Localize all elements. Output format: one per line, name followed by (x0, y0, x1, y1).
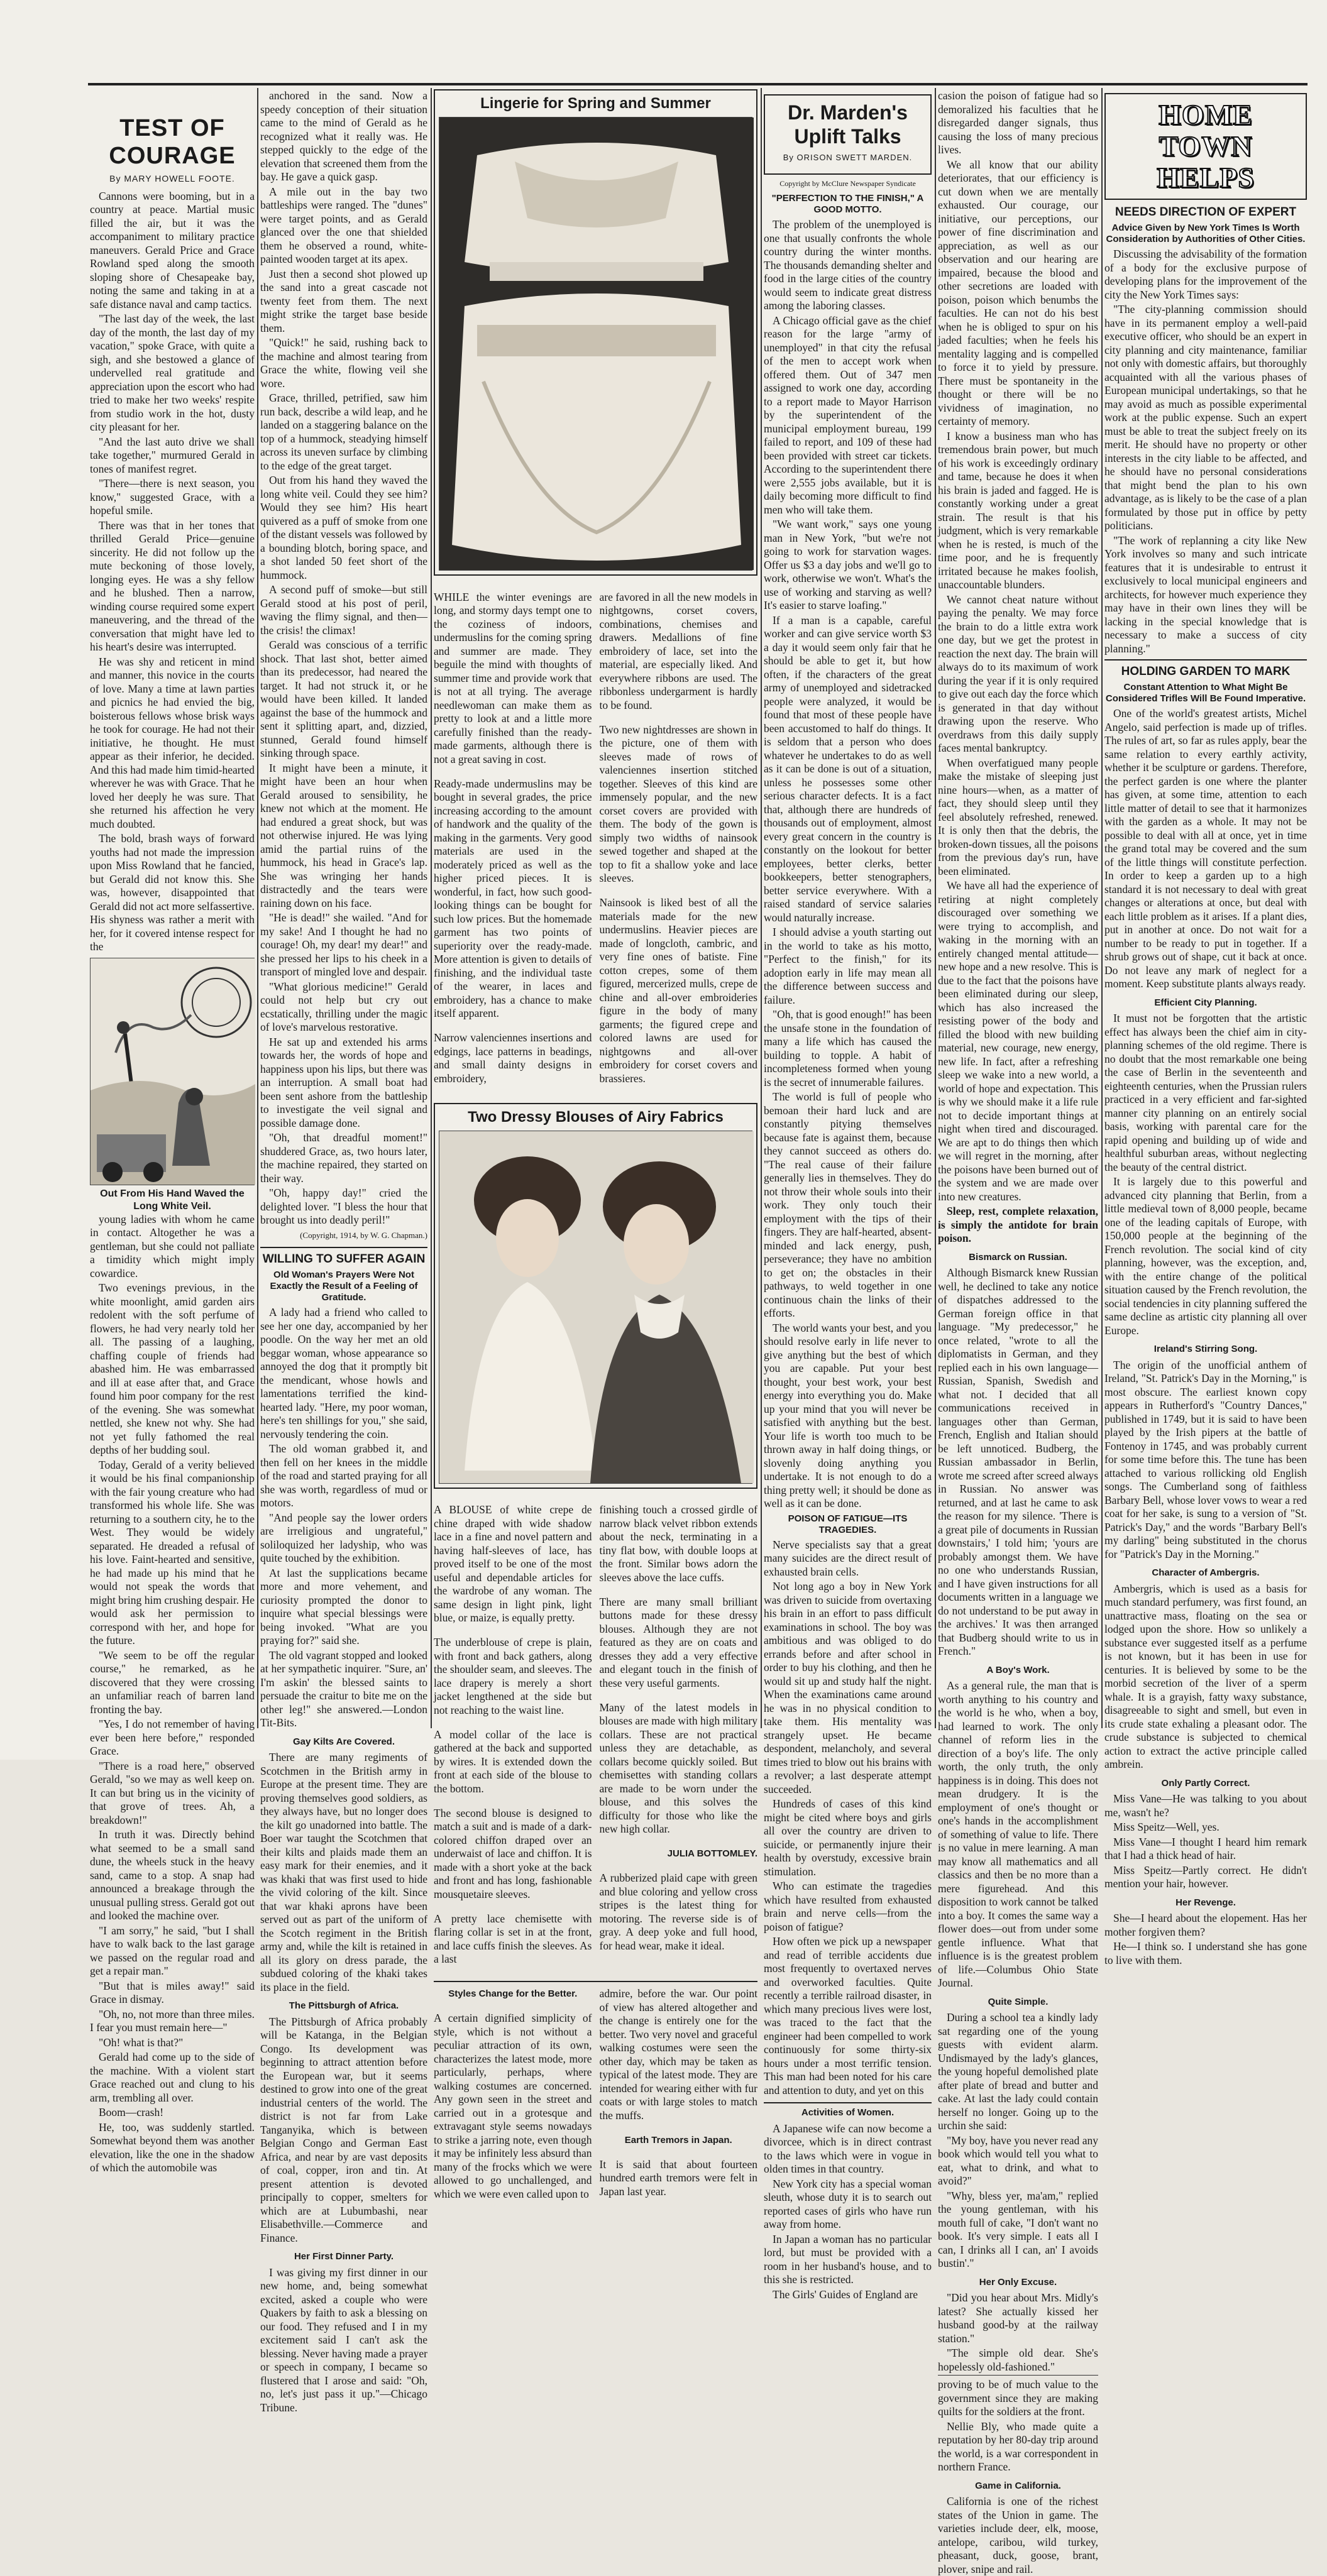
paragraph: Miss Speitz—Partly correct. He didn't mention your hair, however. (1104, 1863, 1307, 1890)
paragraph: During a school tea a kindly lady sat regarding one of the young guests with evident alarm. Undismayed by the lady's glances, the young hopeful demolished plate after plate of bread and butter and cake. At last the lady could contain herself no longer. Going up to the urchin she said: (938, 2011, 1098, 2132)
item-heading: Styles Change for the Better. (448, 1988, 578, 1999)
paragraph: At last the supplications became more and more vehement, and curiosity prompted the donor to inquire what special blessings were being invoked. "What are you praying for?" said she. (260, 1566, 427, 1647)
paragraph: Sleep, rest, complete relaxation, is simply the antidote for brain poison. (938, 1205, 1098, 1244)
text-column (434, 579, 592, 1097)
column-2 (260, 89, 427, 2414)
paragraph: A rubberized plaid cape with green and blue coloring and yellow cross stripes is the latest thing for motoring. The reverse side is of gray. A deep yoke and full hood, for head wear, make it ideal. (599, 1872, 757, 1952)
paragraph: California is one of the richest states of the Union in game. The varieties include deer, elk, moose, antelope, caribou, wild turkey, pheasant, duck, goose, brant, plover, snipe and rail. (938, 2495, 1098, 2575)
paragraph: He—I think so. I understand she has gone to live with them. (1104, 1940, 1307, 1966)
styles-block (434, 1981, 757, 2212)
column-4 (764, 89, 932, 2301)
paragraph: A Japanese wife can now become a divorcee, which is in direct contrast to the laws which were in vogue in olden times in that country. (764, 2122, 932, 2175)
paragraph: "The simple old dear. She's hopelessly old-fashioned." (938, 2347, 1098, 2373)
article-subhead: Constant Attention to What Might Be Considered Trifles Will Be Found Imperative. (1105, 682, 1306, 704)
paragraph: We cannot cheat nature without paying the penalty. We may force the brain to do a little extra work one day, but we get the protest in reaction the next day. The brain will always do to its maximum of work during the year if it is only required to give out each day the force which is generated in that day without drawing upon the reserve. Who overdraws from this daily supply faces mental bankruptcy. (938, 593, 1098, 754)
paragraph: young ladies with whom he came in contact. Altogether he was a gentleman, but she could not palliate a timidity which might imply cowardice. (90, 1212, 255, 1280)
top-rule (88, 83, 1308, 85)
paragraph: In truth it was. Directly behind what seemed to be a small sand dune, the wheels stuck in the heavy sand, came to a stop. A snap had announced a breakage through the unusual pulling stress. Gerald got out and looked the machine over. (90, 1828, 255, 1922)
paragraph: casion the poison of fatigue had so demoralized his faculties that he disregarded danger signals, thus causing the loss of many precious lives. (938, 89, 1098, 156)
paragraph: Grace, thrilled, petrified, saw him run back, describe a wild leap, and he landed on a staggering balance on the top of a hummock, steadying himself across its uneven surface by climbing to the edge of the great target. (260, 392, 427, 472)
article-subhead: Old Woman's Prayers Were Not Exactly the Result of a Feeling of Gratitude. (270, 1269, 418, 1303)
paragraph: Miss Speitz—Well, yes. (1113, 1821, 1220, 1833)
paragraph: Narrow valenciennes insertions and edgings, lace patterns in beadings, and small dainty designs in embroidery, (434, 1031, 592, 1085)
paragraph: Not long ago a boy in New York was driven to suicide from overtaxing his brain in an effort to pass difficult examinations in school. The boy was ambitious and was obliged to do errands before and after school in order to buy his clothing, and then he would sit up and study half the night. When the examinations came around he was in no physical condition to take them. His mentality was strangely upset. He became despondent, melancholy, and several times tried to blow out his brains with a revolver; a last desperate attempt succeeded. (764, 1580, 932, 1795)
column-rule (431, 88, 432, 1728)
paragraph: proving to be of much value to the government since they are making quilts for the soldiers at the front. (938, 2375, 1098, 2419)
paragraph: Ambergris, which is used as a basis for much standard perfumery, was first found, an unattractive mass, floating on the sea or lodged upon the shore. How so unlikely a substance ever suggested itself as a perfume is not known, but it has been in use for centuries. It is believed by some to be the morbid secretion of the liver of a sperm whale. It is a grayish, fatty waxy substance, disagreeable to sight and smell, but even in its crude state exhaling a pleasant odor. The crude substance is subjected to chemical action to extract the active principle called ambrein. (1104, 1582, 1307, 1770)
paragraph: "Why, bless yer, ma'am," replied the young gentleman, with his mouth full of cake, "I don't want no book. It's very simple. I eats all I can, I drinks all I can, an' I avoids bustin'." (938, 2189, 1098, 2269)
paragraph: anchored in the sand. Now a speedy conception of their situation came to the mind of Gerald as he recognized what it really was. He stepped quickly to the edge of the elevation that screened them from the bay. He gave a quick gasp. (260, 89, 427, 183)
item-heading: Ireland's Stirring Song. (1154, 1344, 1258, 1354)
text-column (434, 1982, 592, 2212)
column-3 (434, 89, 757, 2200)
paragraph: Nerve specialists say that a great many suicides are the direct result of exhausted brain cells. (764, 1538, 932, 1578)
blouses-box (434, 1103, 757, 1489)
column-byline: By ORISON SWETT MARDEN. (783, 153, 913, 162)
paragraph: Many of the latest models in blouses are made with high military collars. These are not practical unless they are detachable, as collars become quickly soiled. But chemisettes with standing collars are made to be worn under the blouse, and this solves the difficulty for those who like the new high collar. (599, 1701, 757, 1835)
item-heading: Efficient City Planning. (1154, 997, 1257, 1008)
item-heading: Bismarck on Russian. (969, 1251, 1067, 1263)
text-column (600, 1982, 758, 2212)
article-title: WILLING TO SUFFER AGAIN (260, 1247, 427, 1267)
paragraph: The world wants your best, and you should resolve early in life never to give anything but the best of which you are capable. Put your best thought, your best work, your best energy into everything you do. Make up your mind that you will never be satisfied with anything but the best. Your life is worth too much to be thrown away in half doing things, or slovenly doing anything you undertake. It is not enough to do a thing pretty well; it should be done as well as it can be done. (764, 1321, 932, 1510)
paragraph: The world is full of people who bemoan their hard luck and are constantly pitying themselves because fate is against them, because they cannot succeed as others do. "The real cause of their failure generally lies in themselves. They do not throw their whole souls into their work. They only touch their employment with the tips of their fingers. They are half-hearted, absent-minded and lack energy, push, perseverance; they have no ambition to get on; the obstacles in their pathways, to weld together in one continuous chain the links of their efforts. (764, 1090, 932, 1319)
paragraph: A BLOUSE of white crepe de chine draped with wide shadow lace in a fine and novel pattern and having half-sleeves of lace, has proved itself to be one of the most useful and dependable articles for the wardrobe of any woman. The same design in light pink, light blue, or maize, is equally pretty. (434, 1503, 592, 1624)
paragraph: The bold, brash ways of forward youths had not made the impression upon Miss Rowland that he fancied, but Gerald did not know this. She was, however, disappointed that Gerald did not act more selfassertive. His shyness was rather a merit with her, for it covered intense respect for the (90, 832, 255, 953)
paragraph: "We seem to be off the regular course," he remarked, as he discovered that they were crossing an unfamiliar reach of barren land fronting the bay. (90, 1648, 255, 1716)
paragraph: finishing touch a crossed girdle of narrow black velvet ribbon extends about the neck, terminating in a tiny flat bow, with double loops at the front. Similar bows adorn the sleeves above the lace cuffs. (599, 1503, 757, 1584)
author-signature: JULIA BOTTOMLEY. (667, 1848, 757, 1859)
paragraph: A model collar of the lace is gathered at the back and supported by wires. It is extended down the front at each side of the blouse to the bottom. (434, 1728, 592, 1795)
paragraph: I know a business man who has tremendous brain power, but much of his work is exceedingly ordinary and tame, because he does it when his brain is jaded and fagged. He is constantly working under a great strain. The result is that his judgment, which is very remarkable when he is rested, is much of the time poor, and he is frequently irritated because he makes foolish, unaccountable blunders. (938, 429, 1098, 591)
article-title: NEEDS DIRECTION OF EXPERT (1115, 206, 1297, 219)
column-rule (935, 88, 936, 1728)
item-heading: Earth Tremors in Japan. (624, 2134, 732, 2146)
paragraph: "Oh, no, not more than three miles. I fear you must remain here—" (90, 2007, 255, 2034)
item-heading: Character of Ambergris. (1152, 1567, 1260, 1578)
paragraph: "Did you hear about Mrs. Midly's latest? She actually kissed her husband good-by at the railway station." (938, 2291, 1098, 2345)
paragraph: A pretty lace chemisette with flaring collar is set in at the front, and lace cuffs finish the sleeves. As a last (434, 1912, 592, 1965)
column-rule (761, 88, 762, 1728)
paragraph: Two evenings previous, in the white moonlight, amid garden airs redolent with the soft perfume of flowers, he had very nearly told her all. The passing of a laughing, chaffing couple of friends had abashed him. He was embarrassed and ill at ease after that, and Grace found him poor company for the rest of the evening. She was somewhat nettled, she knew not why. She had not yet fully fathomed the real depths of her budding soul. (90, 1281, 255, 1456)
story-illustration (90, 958, 255, 1185)
article-subhead: POISON OF FATIGUE—ITS TRAGEDIES. (788, 1513, 908, 1535)
paragraph: "But that is miles away!" said Grace in dismay. (90, 1979, 255, 2005)
lingerie-illustration (439, 117, 752, 571)
article-title: HOLDING GARDEN TO MARK (1104, 659, 1307, 679)
lingerie-text-block (434, 579, 757, 1097)
paragraph: WHILE the winter evenings are long, and stormy days tempt one to the coziness of indoors, undermuslins for the coming spring and summer are made. They beguile the mind with thoughts of summer time and provide work that is not at all trying. The average needlewoman can make them as pretty to look at and a little more carefully finished than the ready-made garments, although there is not a great saving in cost. (434, 590, 592, 765)
item-heading: Her First Dinner Party. (294, 2251, 394, 2262)
paragraph: In Japan a woman has no particular lord, but must be provided with a room in her husband's house, and to this she is restricted. (764, 2232, 932, 2286)
paragraph: Nainsook is liked best of all the materials made for the new undermuslins. Heavier pieces are made of longcloth, cambric, and very fine ones of batiste. Fine cotton crepes, some of them figured, mercerized mulls, crepe de chine and all-over embroideries figure in the body of many garments; the figured crepe and colored lawns are used for nightgowns and all-over embroidery for corset covers and brassieres. (599, 896, 757, 1085)
column-5 (938, 89, 1098, 2575)
text-column (434, 1493, 592, 1978)
veil-signal-drawing (91, 958, 255, 1185)
paragraph: Who can estimate the tragedies which have resulted from exhausted brain and nerve cells—from the poison of fatigue? (764, 1880, 932, 1933)
column-rule (257, 88, 258, 1728)
paragraph: She—I heard about the elopement. Has her mother forgiven them? (1104, 1912, 1307, 1938)
paragraph: Discussing the advisability of the formation of a body for the exclusive purpose of developing plans for the improvement of the city the New York Times says: (1104, 248, 1307, 301)
paragraph: Nellie Bly, who made quite a reputation by her 80-day trip around the world, is a war correspondent in northern France. (938, 2420, 1098, 2473)
paragraph: I should advise a youth starting out in the world to take as his motto, "Perfect to the finish," for its adoption early in life may mean all the difference between success and failure. (764, 926, 932, 1006)
paragraph: If a man is a capable, careful worker and can give service worth $3 a day it would seem only fair that he should be able to get it, but how often, if the characters of the great army of unemployed and sidetracked people were analyzed, it would be found that most of these people have been accustomed to half do things. It is seldom that a person who does whatever he undertakes to do as well as it can be done is out of a situation, unless he possesses some other serious character defects. It is a fact that, although there are hundreds of thousands out of employment, almost every great concern in the country is constantly on the lookout for better employees, better clerks, better bookkeepers, better stenographers, better service everywhere. With a raised standard of service salaries would naturally increase. (764, 613, 932, 924)
column-rule (1101, 88, 1103, 1728)
paragraph: "Oh, that dreadful moment!" shuddered Grace, as, two hours later, the machine repaired, they started on their way. (260, 1131, 427, 1185)
paragraph: "There—there is next season, you know," suggested Grace, with a hopeful smile. (90, 477, 255, 517)
paragraph: Today, Gerald of a verity believed it would be his final companionship with the fair young creature who had transformed his whole life. She was returning to a southern city, he to the West. They would be widely separated. He dreaded a refusal of his love. Faint-hearted and sensitive, he had made up his mind that he would not speak the words that might bring him crushing despair. He would ask her permission to correspond with her, and hope for the future. (90, 1458, 255, 1647)
paragraph: He sat up and extended his arms towards her, the words of hope and happiness upon his lips, but there was an interruption. A small boat had been sent ashore from the battleship to investigate the veil signal and possible damage done. (260, 1035, 427, 1129)
story-byline: By MARY HOWELL FOOTE. (109, 173, 235, 184)
paragraph: The second blouse is designed to match a suit and is made of a dark-colored chiffon draped over an underwaist of lace and chiffon. It is made with a short yoke at the back and front and has long, fashionable mousquetaire sleeves. (434, 1806, 592, 1900)
item-heading: Her Revenge. (1176, 1897, 1236, 1908)
paragraph: It is said that about fourteen hundred earth tremors were felt in Japan last year. (599, 2157, 757, 2198)
column-6 (1104, 89, 1307, 1966)
paragraph: "Oh, that is good enough!" has been the unsafe stone in the foundation of many a life which has caused the building to topple. A habit of incompleteness formed when young is the secret of innumerable failures. (764, 1008, 932, 1088)
paragraph: "He is dead!" she wailed. "And for my sake! And I thought he had no courage! Oh, my dear! my dear!" and she pressed her lips to his cheek in a transport of mingled love and despair. (260, 911, 427, 978)
paragraph: Two new nightdresses are shown in the picture, one of them with sleeves made of rows of valenciennes insertion stitched together. Sleeves of this kind are immensely popular, and the new corset covers are provided with them. The body of the gown is simply two widths of nainsook sewed together and shaped at the top to fit a shallow yoke and lace sleeves. (599, 723, 757, 884)
paragraph: Boom—crash! (99, 2106, 164, 2118)
article-title: Two Dressy Blouses of Airy Fabrics (468, 1108, 724, 1126)
paragraph: Ready-made undermuslins may be bought in several grades, the price increasing according to the amount of handwork and the quality of the making in the garments. Very good materials are used in the moderately priced as well as the higher priced pieces. It is wonderful, in fact, how such good-looking things can be bought for such low prices. But the homemade garment has two points of superiority over the ready-made. More attention is given to details of finishing, and the individual taste of the wearer, in laces and embroidery, has a chance to make itself apparent. (434, 777, 592, 1019)
paragraph: There are many small brilliant buttons made for these dressy blouses. Although they are not featured as they are on coats and dresses they add a very effective and elegant touch in the finish of these very useful garments. (599, 1595, 757, 1689)
column-title: Dr. Marden's Uplift Talks (788, 101, 908, 148)
item-heading: A Boy's Work. (986, 1664, 1050, 1675)
paragraph: Out from his hand they waved the long white veil. Could they see him? Would they see him? His heart quivered as a puff of smoke from one of the distant vessels was followed by a bounding blotch, boring space, and a shot landed 50 feet short of the hummock. (260, 474, 427, 581)
paragraph: As a general rule, the man that is worth anything to his country and the world is he who, when a boy, had learned to work. The only channel of reform lies in the direction of a boy's life. The only worth, the only truth, the only happiness is in doing. This does not mean drudgery. It is the employment of one's thought or one's hands in the accomplishment of something of value to life. There is no value in mere learning. A man may know all mathematics and all classics and then be no more than a mere figurehead. And this disposition to work cannot be talked into a boy. It comes the same way a flower does—out from under some gentle influence. What that influence is is the greatest problem of life.—Columbus Ohio State Journal. (938, 1679, 1098, 1989)
paragraph: "I am sorry," he said, "but I shall have to walk back to the last garage we passed on the regular road and get a repair man." (90, 1924, 255, 1977)
paragraph: A certain dignified simplicity of style, which is not without a peculiar attraction of its own, characterizes the latest mode, more particularly, perhaps, where walking costumes are concerned. Any gown seen in the street and carried out in a grotesque and extravagant style seems nowadays to strike a jarring note, even though it may be infinitely less absurd than many of the frocks which we were allowed to go unchallenged, and which we were even called upon to (434, 2012, 592, 2200)
home-town-helps-logo (1104, 93, 1307, 200)
paragraph: The Girls' Guides of England are (773, 2288, 918, 2301)
item-heading: Only Partly Correct. (1161, 1777, 1250, 1789)
article-subhead: "PERFECTION TO THE FINISH," A GOOD MOTTO. (771, 193, 924, 215)
paragraph: He, too, was suddenly startled. Somewhat beyond them was another elevation, like the one in the shadow of which the automobile was (90, 2120, 255, 2174)
paragraph: It might have been a minute, it might have been an hour when Gerald aroused to sensibility, he knew not which at the moment. He had endured a great shock, but was not otherwise injured. He was lying amid the partial ruins of the hummock, his head in Grace's lap. She was wringing her hands distractedly and the tears were raining down on his face. (260, 761, 427, 909)
article-title: Lingerie for Spring and Summer (480, 95, 711, 112)
paragraph: "Quick!" he said, rushing back to the machine and almost tearing from Grace the white, flowing veil she wore. (260, 336, 427, 390)
paragraph: I was giving my first dinner in our new home, and, being somewhat excited, asked a couple who were Quakers by faith to ask a blessing on our food. They refused and I in my excitement said I can't ask the blessing. Never having made a prayer or speech in company, I became so flustered that I arose and said: "Oh, no, let's just pass it up."—Chicago Tribune. (260, 2266, 427, 2414)
paragraph: are favored in all the new models in nightgowns, corset covers, combinations, chemises and drawers. Medallions of fine embroidery of lace, set into the material, are especially liked. And everywhere ribbons are used. The ribbonless undergarment is hardly to be found. (599, 590, 757, 711)
paragraph: He was shy and reticent in mind and manner, this novice in the courts of love. Many a time at lawn parties and picnics he had envied the big, boisterous fellows whose brisk ways he took for courage. He had not their initiative, he thought. He must appear as their inferior, he decided. And this had made him timid-hearted wherever he was with Grace. That he loved her deeply he was sure. That she returned his affection he very much doubted. (90, 655, 255, 830)
blouses-text-block (434, 1493, 757, 1978)
item-heading: Game in California. (975, 2480, 1061, 2491)
column-1 (90, 89, 255, 2174)
paragraph: Just then a second shot plowed up the sand into a great cascade not twenty feet from them. The next might strike the target base beside them. (260, 267, 427, 334)
paragraph: The underblouse of crepe is plain, with front and back gathers, along the shoulder seam, and sleeves. The lace drapery is merely a short jacket lengthened at the side but not reaching to the waist line. (434, 1636, 592, 1716)
paragraph: "There is a road here," observed Gerald, "so we may as well keep on. It can but bring us in the vicinity of that grove of trees. Ah, a breakdown!" (90, 1759, 255, 1826)
paragraph: Cannons were booming, but in a country at peace. Martial music filled the air, but it was the accompaniment to military practice maneuvers. Gerald Price and Grace Rowland sped along the smooth sloping shore of Chesapeake bay, noting the same and taking in at a safe distance naval and camp tactics. (90, 189, 255, 310)
paragraph: Miss Vane—He was talking to you about me, wasn't he? (1104, 1792, 1307, 1819)
paragraph: "The work of replanning a city like New York involves so many and such intricate features that it is undesirable to entrust it exclusively to local municipal engineers and architects, for however much experience they may have in their own lines they will be lacking in the special knowledge that is necessary to make a success of city planning." (1104, 534, 1307, 655)
copyright-credit: (Copyright, 1914, by W. G. Chapman.) (300, 1230, 427, 1240)
paragraph: New York city has a special woman sleuth, whose duty it is to search out reported cases of girls who have run away from home. (764, 2177, 932, 2230)
paragraph: "Oh! what is that?" (99, 2036, 184, 2049)
paragraph: We all know that our ability deteriorates, that our efficiency is cut down when we are mentally exhausted. Our courage, our initiative, our perceptions, our power of fine discrimination and appreciation, as well as our observation and our hearing are impaired, because the blood and other secretions are loaded with poison, poison which benumbs the faculties. He can not do his best when he is obliged to spur on his jaded faculties; when he feels his mentality lagging and is compelled to force it to yield by pressure. There must be spontaneity in the thought or there will be no vividness of imagination, no certainty of memory. (938, 158, 1098, 427)
paragraph: "The last day of the week, the last day of the month, the last day of my vacation," spoke Grace, with quite a sigh, and she bestowed a glance of undervelled real gratitude and appreciation upon the escort who had tried to make her two weeks' respite from studio work in the hot, dusty city pleasant for her. (90, 312, 255, 433)
paragraph: There was that in her tones that thrilled Gerald Price—genuine sincerity. He did not follow up the mute beckoning of those lovely, longing eyes. He was a shy fellow and he blushed. Then a narrow, winding course required some expert maneuvering, and the thread of the conversation that might have led to his heart's desire was interrupted. (90, 518, 255, 653)
paragraph: Gerald was conscious of a terrific shock. That last shot, better aimed than its predecessor, had neared the target. It had not struck it, or he would have been killed. It landed against the base of the hummock and sent it splitting apart, and, dizzied, stunned, Gerald found himself sinking through space. (260, 639, 427, 759)
paragraph: "Yes, I do not remember of having ever been here before," responded Grace. (90, 1718, 255, 1757)
paragraph: A mile out in the bay two battleships were ranged. The "dunes" were target points, and as Gerald glanced over the one that shielded them he observed a round, white-painted wooden target at its apex. (260, 185, 427, 265)
paragraph: Miss Vane—I thought I heard him remark that I had a thick head of hair. (1104, 1835, 1307, 1861)
item-heading: Activities of Women. (764, 2102, 932, 2120)
item-heading: Gay Kilts Are Covered. (292, 1736, 395, 1747)
lingerie-box (434, 89, 757, 576)
paragraph: Although Bismarck knew Russian well, he declined to take any notice of dispatches addressed to the German foreign office in that language. "My predecessor," he once related, "wrote to all the diplomatists in German, and they replied each in his own language—Russian, Spanish, Swedish and what not. I decided that all communications received in languages other than German, French, English and Italian should be left unnoticed. Budberg, the Russian ambassador in Berlin, wrote me screed after screed always in Russian. No answer was returned, and at last he came to ask the reason for my silence. 'There is a great pile of documents in Russian downstairs,' I told him; 'yours are probably amongst them. We have no one who understands Russian, and I have given instructions for all documents written in a language we do not understand to be put away in the archives.' It was then arranged that Budberg should write to us in French." (938, 1266, 1098, 1657)
marden-header-box (764, 94, 932, 175)
paragraph: It must not be forgotten that the artistic effect has always been the chief aim in city-planning schemes of the old regime. There is no doubt that the most remarkable one being the case of Berlin in the seventeenth and eighteenth centuries, when the Prussian rulers practiced in a very efficient and far-sighted manner city planning on an entirely social basis, working with parental care for the rapid opening and building up of wide and healthful suburban areas, without neglecting the beauty of the central district. (1104, 1012, 1307, 1173)
paragraph: It is largely due to this powerful and advanced city planning that Berlin, from a little medieval town of 8,000 people, became one of the leading capitals of Europe, with 150,000 people at the beginning of the French revolution. The social kind of city planning, however, was the exception, and, with the entire change of the political situation caused by the French revolution, the social tendencies in city planning suffered the same decline as artistic city planning all over Europe. (1104, 1175, 1307, 1337)
illustration-caption: Out From His Hand Waved the Long White Veil. (100, 1188, 245, 1212)
paragraph: We have all had the experience of retiring at night completely discouraged over something we were trying to accomplish, and waking in the morning with an entirely changed mental attitude—new hope and a new resolve. This is due to the fact that the poisons have been eliminated during our sleep, which has also increased the resisting power of the body and filled the blood with new building material, new courage, new energy, new life. In fact, after a refreshing sleep we wake into a new world, a world of hope and expectation. This is why we should make it a life rule not to decide important things at night when tired and discouraged. We are apt to do things then which we will regret in the morning, after the poisons have been burned out of the system and we are made over into new creatures. (938, 879, 1098, 1203)
blouses-drawing (439, 1131, 754, 1483)
paragraph: When overfatigued many people make the mistake of sleeping just nine hours—when, as a matter of fact, they should sleep until they feel absolutely refreshed, renewed. It is only then that the debris, the broken-down tissues, all the poisons from the previous day's run, have been eliminated. (938, 756, 1098, 877)
paragraph: Hundreds of cases of this kind might be cited where boys and girls all over the country are driven to suicide, or permanently injure their health by overstudy, excessive brain stimulation. (764, 1797, 932, 1878)
paragraph: "My boy, have you never read any book which would tell you what to eat, what to drink, and what to avoid?" (938, 2134, 1098, 2187)
story-title: TEST OF COURAGE (109, 115, 236, 169)
blouses-illustration (439, 1131, 752, 1484)
paragraph: "We want work," says one young man in New York, "but we're not going to work for starvation wages. Offer us $3 a day jobs and we'll go to work, otherwise we won't. What's the use of working and starving as well? It's easier to starve loafing." (764, 518, 932, 611)
paragraph: The origin of the unofficial anthem of Ireland, "St. Patrick's Day in the Morning," is most obscure. The earliest known copy appears in Rutherford's "Country Dances," published in 1749, but it is said to have been played by the Irish pipers at the battle of Fontenoy in 1745, and was probably current for some time before this. The tune has been attached to various rollicking old English songs. The Cumberland song of faithless Barbary Bell, whose lover vows to wear a red coat for her sake, is sung to a version of "St. Patrick's Day," and the words "Barbary Bell's my darling" being substituted in the chorus for "Patrick's Day in the Morning." (1104, 1358, 1307, 1560)
text-column (600, 579, 758, 1097)
paragraph: The old woman grabbed it, and then fell on her knees in the middle of the road and started praying for all she was worth, regardless of mud or motors. (260, 1442, 427, 1509)
paragraph: "Oh, happy day!" cried the delighted lover. "I bless the hour that brought us into deadly peril!" (260, 1187, 427, 1226)
paragraph: "And people say the lower orders are irreligious and ungrateful," soliloquized her ladyship, who was quite touched by the exhibition. (260, 1511, 427, 1564)
copyright-notice: Copyright by McClure Newspaper Syndicate (779, 178, 916, 188)
lingerie-drawing (439, 118, 754, 570)
text-column (600, 1493, 758, 1978)
item-heading: Her Only Excuse. (979, 2276, 1057, 2288)
paragraph: A Chicago official gave as the chief reason for the large "army of unemployed" in that city the refusal of the men to accept work when offered them. Out of 347 men assigned to work one day, according to a report made to Mayor Harrison by the superintendent of the municipal employment bureau, 199 failed to report, and 109 of these had been provided with street car tickets. According to the superintendent there were 2,555 jobs available, but it is daily becoming more difficult to find men who will take them. (764, 314, 932, 516)
paragraph: admire, before the war. Our point of view has altered altogether and the change is entirely one for the better. Two very novel and graceful walking costumes were seen the other day, which may be taken as typical of the latest mode. They are intended for wearing either with fur coats or with large stoles to match the muffs. (599, 1987, 757, 2122)
item-heading: The Pittsburgh of Africa. (289, 2000, 399, 2011)
paragraph: "What glorious medicine!" Gerald could not help but cry out ecstatically, thrilling under the magic of love's marvelous restorative. (260, 980, 427, 1033)
paragraph: One of the world's greatest artists, Michel Angelo, said perfection is made up of trifles. The rules of art, so far as rules apply, bear the same relation to every earthly activity, whether it be sculpture or gardens. Therefore, the perfect garden is one where the planter has given, at some time, attention to each little matter of detail to see that it harmonizes with the garden as a whole. It may not be possible to deal with all at once, yet in time the grand total may be covered and the sum of the little things will constitute perfection. In order to keep a garden up to a high standard it is not necessary to deal with great changes or alterations at once, but deal with each little problem as it arises. If a plant dies, put in another at once. Do not wait for a number to be ready to put in together. If a shrub grows out of shape, cut it back at once. Do not leave any mark of neglect for a moment. Keep substitute plants always ready. (1104, 707, 1307, 990)
paragraph: "The city-planning commission should have in its permanent employ a well-paid executive officer, who should be an expert in city planning and city maintenance, familiar not only with domestic affairs, but thoroughly acquainted with all the various phases of European municipal undertakings, so that he may avoid as much as possible experimental work at the public expense. Such an expert must be able to treat the subject freely on its merit. He should have no property or other interests in the city liable to be affected, and he should have no personal considerations that might bend the plan to his own advantage, as is likely to be the case of a plan formulated by those put in office by petty politicians. (1104, 303, 1307, 532)
paragraph: Gerald had come up to the side of the machine. With a violent start Grace reached out and clung to his arm, trembling all over. (90, 2051, 255, 2104)
paragraph: A lady had a friend who called to see her one day, accompanied by her poodle. On the way her met an old beggar woman, whose appearance so annoyed the dog that it promptly bit the mendicant, whose howls and lamentations terrified the kind-hearted lady. "Here, my poor woman, here's ten shillings for you," she said, nervously tendering the coin. (260, 1306, 427, 1440)
paragraph: The Pittsburgh of Africa probably will be Katanga, in the Belgian Congo. Its development was beginning to attract attention before the European war, but it seems destined to grow into one of the great industrial centers of the world. The district is not far from Lake Tanganyika, which is between Belgian Congo and German East Africa, and near by are vast deposits of coal, copper, iron and tin. At present attention is devoted principally to copper, smelters for which are at Lubumbashi, near Elisabethville.—Commerce and Finance. (260, 2015, 427, 2244)
article-subhead: Advice Given by New York Times Is Worth Consideration by Authorities of Other Cities. (1106, 222, 1306, 244)
paragraph: "And the last auto drive we shall take together," murmured Gerald in tones of manifest regret. (90, 435, 255, 475)
paragraph: A second puff of smoke—but still Gerald stood at his post of peril, waving the flimy signal, and then—the crisis! the climax! (260, 583, 427, 637)
paragraph: The problem of the unemployed is one that usually confronts the whole country during the winter months. The thousands demanding shelter and food in the large cities of the country would seem to indicate great distress among the laboring classes. (764, 218, 932, 312)
logo-text: HOME TOWN HELPS (1157, 99, 1255, 194)
paragraph: How often we pick up a newspaper and read of terrible accidents due most frequently to overtaxed nerves and overworked faculties. Quite recently a terrible railroad disaster, in which many precious lives were lost, was traced to the fact that the engineer had been compelled to work continuously for some thirty-six hours under a most terrific tension. This man had been noted for his care and attention to duty, and yet on this (764, 1935, 932, 2096)
paragraph: The old vagrant stopped and looked at her sympathetic inquirer. "Sure, an' I'm askin' the blessed saints to persuade the craitur to bite me on the other leg!" she answered.—London Tit-Bits. (260, 1648, 427, 1729)
paragraph: There are many regiments of Scotchmen in the British army in Europe at the present time. They are proving themselves good soldiers, as they always have, but no longer does the kilt go unadorned into battle. The Boer war taught the Scotchmen that their kilts and plaids made them an easy mark for their enemies, and it was khaki that was first used to hide the vivid coloring of the kilt. Since that war khaki aprons have been served out as part of the uniform of the Scotch regiment in the British army and, while the kilt is retained in all its glory on dress parade, the subdued coloring of the khaki takes its place in the field. (260, 1751, 427, 1993)
item-heading: Quite Simple. (988, 1996, 1049, 2007)
